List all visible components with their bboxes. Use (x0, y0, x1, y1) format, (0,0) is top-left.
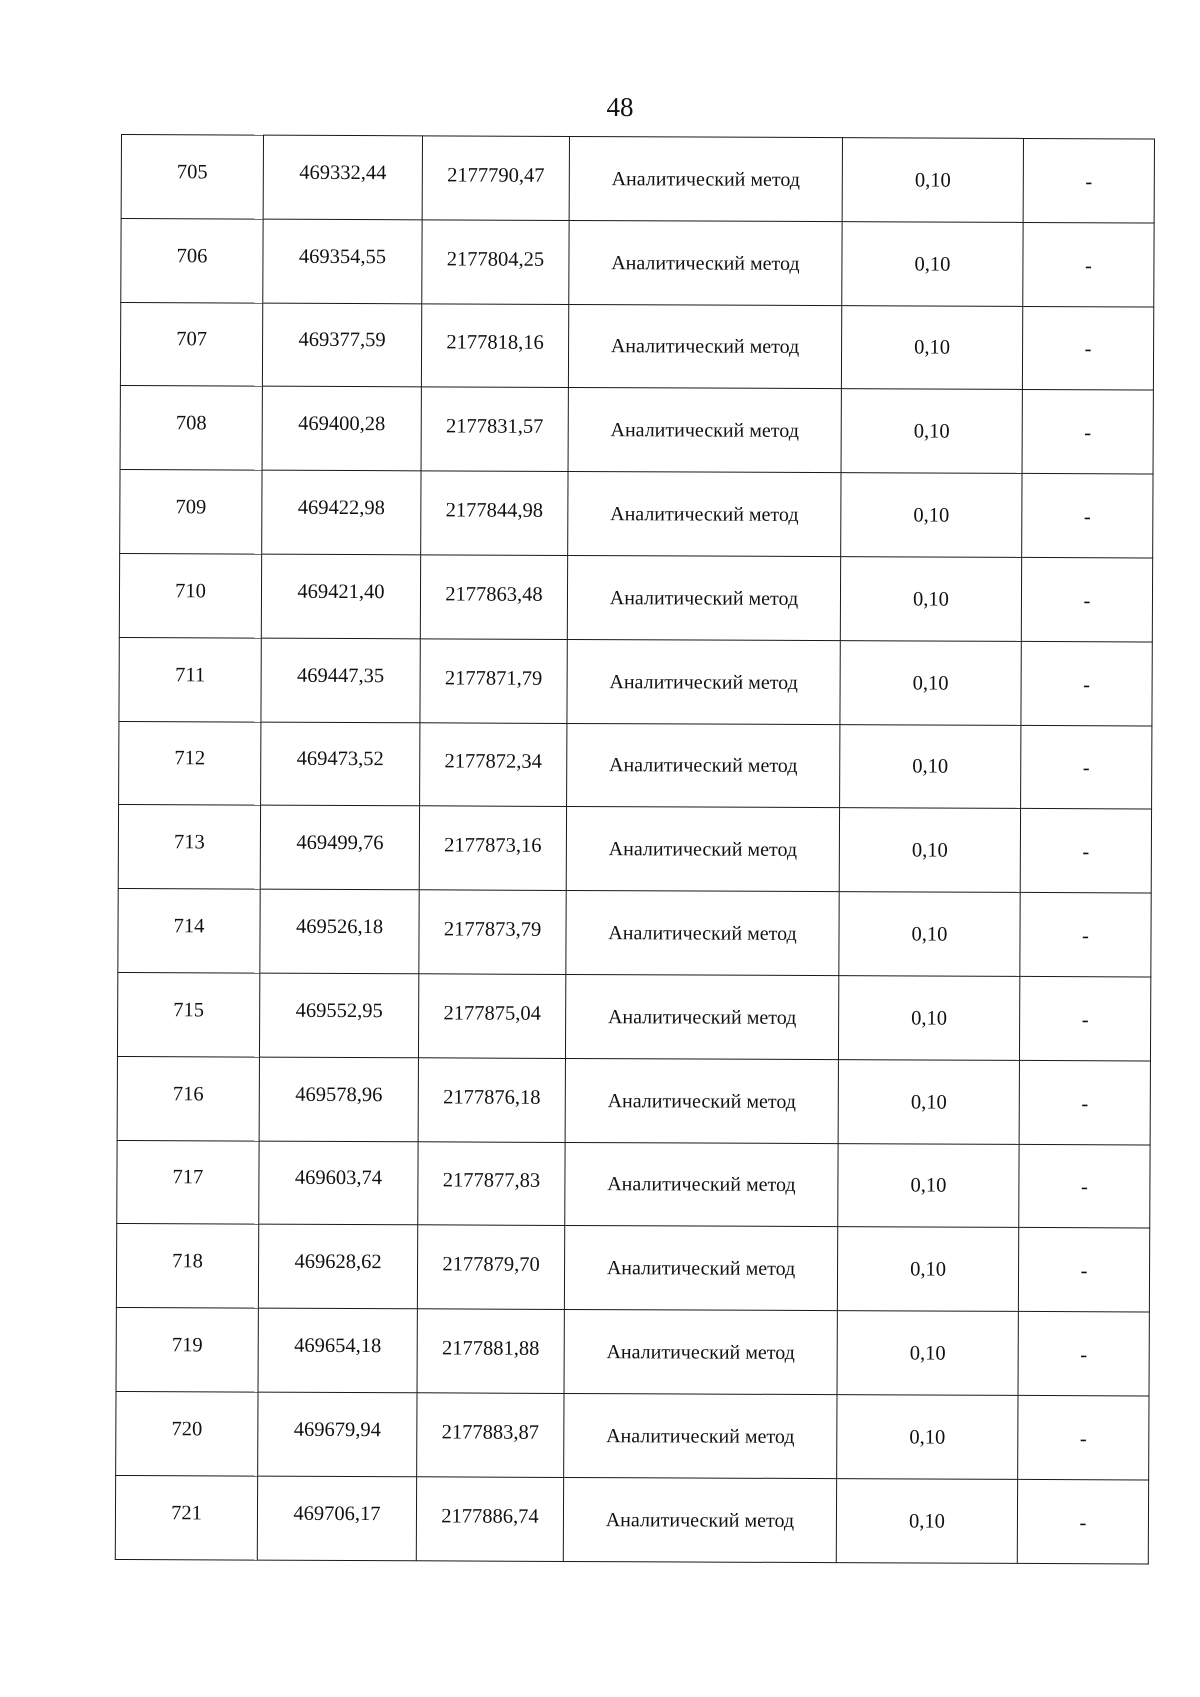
method-cell: Аналитический метод (566, 807, 839, 892)
method-cell: Аналитический метод (569, 220, 842, 305)
accuracy-cell: 0,10 (841, 473, 1022, 558)
accuracy-cell: 0,10 (840, 724, 1021, 809)
accuracy-cell: 0,10 (841, 389, 1022, 474)
note-cell: - (1018, 1312, 1149, 1396)
y-coordinate-cell: 2177875,04 (418, 974, 565, 1058)
x-coordinate-cell: 469552,95 (259, 973, 418, 1057)
x-coordinate-cell: 469421,40 (261, 554, 420, 638)
note-cell: - (1019, 1144, 1150, 1228)
accuracy-cell: 0,10 (838, 1143, 1019, 1228)
y-coordinate-cell: 2177844,98 (421, 471, 568, 555)
table-row (118, 805, 1151, 893)
accuracy-cell: 0,10 (837, 1311, 1018, 1396)
accuracy-cell: 0,10 (839, 892, 1020, 977)
method-cell: Аналитический метод (567, 639, 840, 724)
y-coordinate-cell: 2177877,83 (418, 1141, 565, 1225)
y-coordinate-cell: 2177872,34 (420, 722, 567, 806)
table-row (119, 553, 1152, 641)
y-coordinate-cell: 2177873,79 (419, 890, 566, 974)
point-number-cell: 716 (117, 1056, 259, 1140)
note-cell: - (1022, 306, 1153, 390)
point-number-cell: 719 (116, 1308, 258, 1392)
point-number-cell: 720 (116, 1391, 258, 1475)
x-coordinate-cell: 469706,17 (257, 1476, 416, 1560)
note-cell: - (1020, 809, 1151, 893)
table-row (118, 889, 1151, 977)
method-cell: Аналитический метод (568, 304, 841, 389)
note-cell: - (1022, 474, 1153, 558)
accuracy-cell: 0,10 (836, 1478, 1017, 1563)
point-number-cell: 718 (116, 1224, 258, 1308)
point-number-cell: 715 (117, 972, 259, 1056)
table-row (121, 135, 1154, 223)
accuracy-cell: 0,10 (842, 138, 1023, 223)
y-coordinate-cell: 2177883,87 (417, 1393, 564, 1477)
note-cell: - (1017, 1479, 1148, 1563)
table-row (116, 1224, 1149, 1312)
x-coordinate-cell: 469400,28 (262, 387, 421, 471)
accuracy-cell: 0,10 (841, 305, 1022, 390)
point-number-cell: 708 (120, 386, 262, 470)
coordinates-table (115, 134, 1155, 1564)
x-coordinate-cell: 469679,94 (258, 1392, 417, 1476)
x-coordinate-cell: 469654,18 (258, 1308, 417, 1392)
table-row (119, 637, 1152, 725)
method-cell: Аналитический метод (564, 1310, 837, 1395)
method-cell: Аналитический метод (567, 555, 840, 640)
accuracy-cell: 0,10 (837, 1395, 1018, 1480)
point-number-cell: 717 (117, 1140, 259, 1224)
note-cell: - (1023, 222, 1154, 306)
y-coordinate-cell: 2177871,79 (420, 639, 567, 723)
method-cell: Аналитический метод (569, 136, 842, 221)
point-number-cell: 707 (120, 302, 262, 386)
method-cell: Аналитический метод (565, 974, 838, 1059)
method-cell: Аналитический метод (567, 723, 840, 808)
note-cell: - (1020, 893, 1151, 977)
accuracy-cell: 0,10 (840, 557, 1021, 642)
x-coordinate-cell: 469473,52 (261, 722, 420, 806)
point-number-cell: 712 (119, 721, 261, 805)
y-coordinate-cell: 2177804,25 (422, 220, 569, 304)
y-coordinate-cell: 2177873,16 (419, 806, 566, 890)
x-coordinate-cell: 469354,55 (263, 219, 422, 303)
accuracy-cell: 0,10 (839, 808, 1020, 893)
point-number-cell: 705 (121, 135, 263, 219)
note-cell: - (1021, 641, 1152, 725)
table-body (115, 135, 1154, 1564)
note-cell: - (1023, 138, 1154, 222)
table-row (116, 1391, 1149, 1479)
accuracy-cell: 0,10 (838, 976, 1019, 1061)
x-coordinate-cell: 469332,44 (263, 135, 422, 219)
method-cell: Аналитический метод (568, 388, 841, 473)
point-number-cell: 721 (115, 1475, 257, 1559)
point-number-cell: 713 (118, 805, 260, 889)
point-number-cell: 709 (120, 470, 262, 554)
point-number-cell: 710 (119, 553, 261, 637)
method-cell: Аналитический метод (564, 1226, 837, 1311)
method-cell: Аналитический метод (568, 472, 841, 557)
x-coordinate-cell: 469377,59 (262, 303, 421, 387)
note-cell: - (1022, 390, 1153, 474)
x-coordinate-cell: 469578,96 (259, 1057, 418, 1141)
x-coordinate-cell: 469422,98 (262, 470, 421, 554)
accuracy-cell: 0,10 (838, 1059, 1019, 1144)
page-number: 48 (606, 92, 634, 122)
table-row (119, 721, 1152, 809)
table-row (117, 1140, 1150, 1228)
method-cell: Аналитический метод (565, 1142, 838, 1227)
point-number-cell: 714 (118, 889, 260, 973)
x-coordinate-cell: 469603,74 (259, 1141, 418, 1225)
accuracy-cell: 0,10 (842, 221, 1023, 306)
note-cell: - (1019, 976, 1150, 1060)
table-row (120, 386, 1153, 474)
x-coordinate-cell: 469526,18 (260, 889, 419, 973)
y-coordinate-cell: 2177863,48 (420, 555, 567, 639)
table-row (116, 1308, 1149, 1396)
method-cell: Аналитический метод (566, 891, 839, 976)
accuracy-cell: 0,10 (837, 1227, 1018, 1312)
note-cell: - (1021, 725, 1152, 809)
method-cell: Аналитический метод (563, 1477, 836, 1562)
table-row (121, 218, 1154, 306)
x-coordinate-cell: 469447,35 (261, 638, 420, 722)
note-cell: - (1019, 1060, 1150, 1144)
y-coordinate-cell: 2177876,18 (418, 1058, 565, 1142)
x-coordinate-cell: 469628,62 (258, 1224, 417, 1308)
table-row (120, 302, 1153, 390)
y-coordinate-cell: 2177818,16 (421, 303, 568, 387)
note-cell: - (1018, 1228, 1149, 1312)
table-row (117, 972, 1150, 1060)
table-row (115, 1475, 1148, 1563)
note-cell: - (1018, 1395, 1149, 1479)
method-cell: Аналитический метод (565, 1058, 838, 1143)
note-cell: - (1021, 557, 1152, 641)
y-coordinate-cell: 2177881,88 (417, 1309, 564, 1393)
y-coordinate-cell: 2177879,70 (417, 1225, 564, 1309)
table-row (120, 470, 1153, 558)
method-cell: Аналитический метод (564, 1393, 837, 1478)
x-coordinate-cell: 469499,76 (260, 805, 419, 889)
point-number-cell: 706 (121, 218, 263, 302)
y-coordinate-cell: 2177886,74 (416, 1477, 563, 1561)
point-number-cell: 711 (119, 637, 261, 721)
y-coordinate-cell: 2177831,57 (421, 387, 568, 471)
accuracy-cell: 0,10 (840, 640, 1021, 725)
y-coordinate-cell: 2177790,47 (422, 136, 569, 220)
table-row (117, 1056, 1150, 1144)
